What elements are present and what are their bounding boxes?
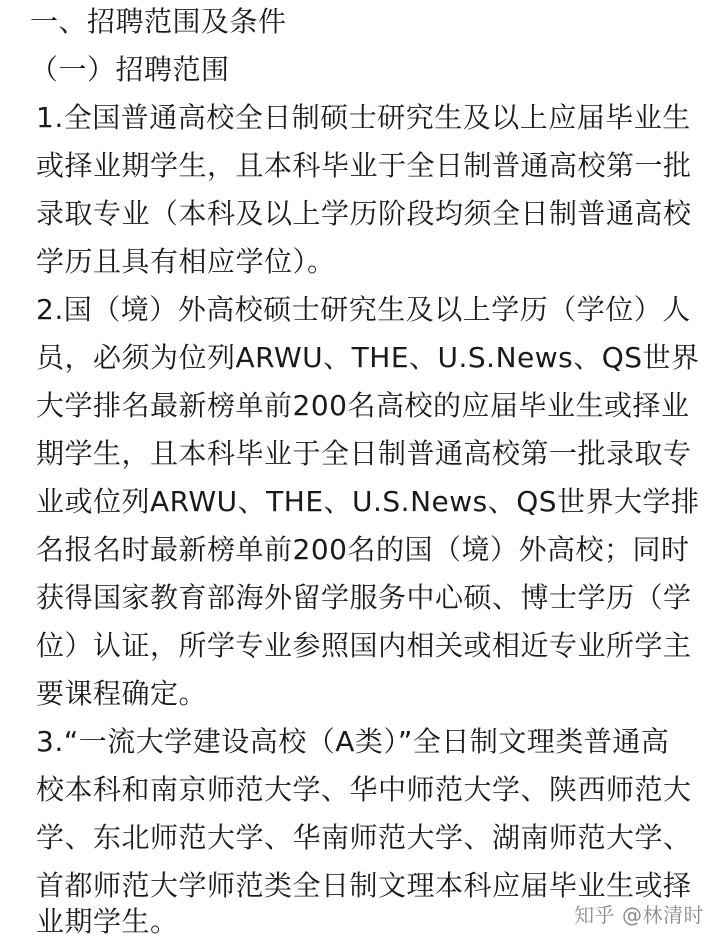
text-line: 业或位列ARWU、THE、U.S.News、QS世界大学排 (36, 485, 700, 518)
text-line: 学历且具有相应学位）。 (36, 245, 336, 278)
text-line: 录取专业（本科及以上学历阶段均须全日制普通高校 (36, 197, 692, 230)
text-line: 要课程确定。 (36, 677, 208, 710)
text-line: 2.国（境）外高校硕士研究生及以上学历（学位）人 (36, 293, 691, 326)
text-line: 大学排名最新榜单前200名高校的应届毕业生或择业 (36, 389, 690, 422)
text-line: 校本科和南京师范大学、华中师范大学、陕西师范大 (36, 773, 692, 806)
text-line: 员，必须为位列ARWU、THE、U.S.News、QS世界 (36, 341, 700, 374)
text-line: 学、东北师范大学、华南师范大学、湖南师范大学、 (36, 821, 692, 854)
text-line: 首都师范大学师范类全日制文理本科应届毕业生或择 (36, 869, 692, 902)
text-line: 业期学生。 (36, 905, 179, 938)
text-line: 3.“一流大学建设高校（A类）”全日制文理类普通高 (36, 725, 670, 758)
text-line: 名报名时最新榜单前200名的国（境）外高校；同时 (36, 533, 690, 566)
subsection-heading: （一）招聘范围 (30, 53, 230, 86)
text-line: 获得国家教育部海外留学服务中心硕、博士学历（学 (36, 581, 692, 614)
text-line: 或择业期学生，且本科毕业于全日制普通高校第一批 (36, 149, 692, 182)
text-line: 期学生，且本科毕业于全日制普通高校第一批录取专 (36, 437, 692, 470)
text-line: 1.全国普通高校全日制硕士研究生及以上应届毕业生 (36, 101, 691, 134)
zhihu-watermark: 知乎 @林清时 (574, 903, 704, 927)
text-line: 位）认证，所学专业参照国内相关或相近专业所学主 (36, 629, 692, 662)
section-heading: 一、招聘范围及条件 (30, 5, 287, 38)
